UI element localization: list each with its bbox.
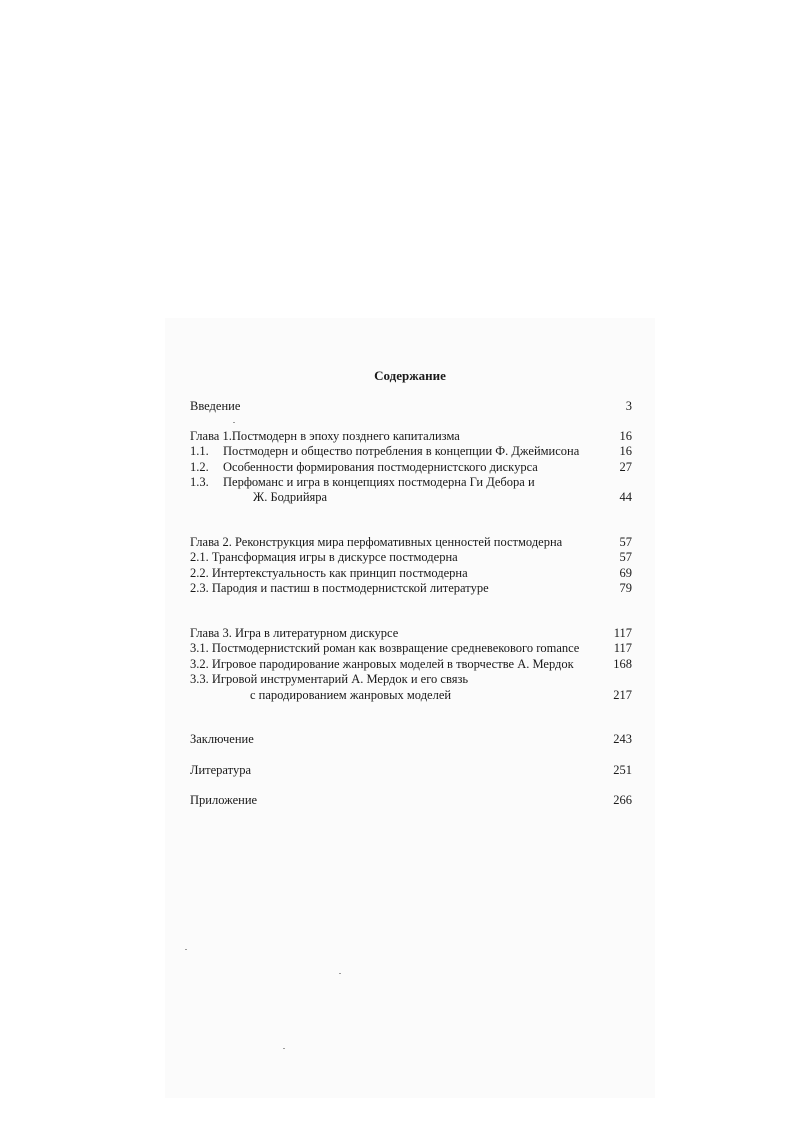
toc-entry-page: 266: [613, 793, 632, 807]
toc-entry-section-1-2[interactable]: [190, 460, 632, 475]
toc-entry-text: Заключение: [190, 732, 254, 746]
toc-entry-page: 117: [613, 626, 632, 640]
toc-entry-text: Особенности формирования постмодернистского дискурса: [223, 460, 538, 474]
toc-entry-chapter-1[interactable]: [190, 429, 632, 444]
toc-entry-number: 1.3.: [190, 475, 209, 489]
toc-entry-page: 3: [625, 399, 632, 413]
toc-entry-text: Глава 2. Реконструкция мира перфомативных ценностей постмодерна: [190, 535, 563, 549]
toc-entry-section-2-3[interactable]: [190, 581, 632, 596]
scan-speck: [283, 1048, 285, 1049]
toc-entry-text: Приложение: [190, 793, 258, 807]
toc-entry-text: 3.1. Постмодернистский роман как возвращение средневекового romance: [190, 641, 580, 655]
toc-entry-text: Перфоманс и игра в концепциях постмодерна Ги Дебора и: [223, 475, 535, 489]
toc-entry-section-1-1[interactable]: [190, 444, 632, 459]
toc-entry-page: 16: [619, 444, 632, 458]
toc-entry-text: 3.3. Игровой инструментарий А. Мердок и его связь: [190, 672, 469, 686]
toc-entry-section-3-2[interactable]: [190, 657, 632, 672]
toc-entry-number: 1.2.: [190, 460, 209, 474]
toc-entry-text: Литература: [190, 763, 251, 777]
toc-entry-text: 2.1. Трансформация игры в дискурсе постмодерна: [190, 550, 458, 564]
toc-entry-section-2-1[interactable]: [190, 550, 632, 565]
toc-entry-section-1-3-continued[interactable]: [253, 490, 632, 505]
toc-entry-text: Глава 3. Игра в литературном дискурсе: [190, 626, 399, 640]
toc-entry-chapter-3[interactable]: [190, 626, 632, 641]
scan-speck: [185, 949, 187, 950]
toc-entry-text: Введение: [190, 399, 241, 413]
toc-entry-page: 27: [619, 460, 632, 474]
toc-entry-page: 16: [619, 429, 632, 443]
toc-entry-text: Глава 1.Постмодерн в эпоху позднего капитализма: [190, 429, 460, 443]
toc-entry-introduction[interactable]: [190, 399, 632, 414]
toc-entry-page: 57: [619, 535, 632, 549]
toc-entry-page: 251: [613, 763, 632, 777]
toc-entry-text: Ж. Бодрийяра: [253, 490, 328, 504]
toc-entry-text: Постмодерн и общество потребления в концепции Ф. Джеймисона: [223, 444, 580, 458]
toc-entry-text: 2.3. Пародия и пастиш в постмодернистской литературе: [190, 581, 489, 595]
toc-entry-page: 117: [613, 641, 632, 655]
toc-entry-text: 3.2. Игровое пародирование жанровых моделей в творчестве А. Мердок: [190, 657, 574, 671]
toc-entry-number: 1.1.: [190, 444, 209, 458]
toc-entry-conclusion[interactable]: [190, 732, 632, 747]
toc-entry-page: 217: [613, 688, 632, 702]
toc-entry-section-1-3[interactable]: [190, 475, 632, 490]
toc-entry-page: 79: [619, 581, 632, 595]
toc-entry-appendix[interactable]: [190, 793, 632, 808]
toc-entry-page: 69: [619, 566, 632, 580]
toc-entry-chapter-2[interactable]: [190, 535, 632, 550]
toc-entry-section-3-3[interactable]: [190, 672, 632, 687]
toc-entry-text: с пародированием жанровых моделей: [250, 688, 452, 702]
toc-entry-section-3-3-continued[interactable]: [250, 688, 632, 703]
toc-entry-page: 168: [613, 657, 632, 671]
toc-entry-page: 243: [613, 732, 632, 746]
toc-entry-page: 57: [619, 550, 632, 564]
scan-speck: [339, 973, 341, 974]
scan-speck: [233, 422, 235, 423]
toc-title: Содержание: [374, 368, 446, 383]
toc-entry-section-2-2[interactable]: [190, 566, 632, 581]
toc-entry-text: 2.2. Интертекстуальность как принцип постмодерна: [190, 566, 468, 580]
toc-entry-literature[interactable]: [190, 763, 632, 778]
toc-entry-page: 44: [619, 490, 632, 504]
toc-entry-section-3-1[interactable]: [190, 641, 632, 656]
